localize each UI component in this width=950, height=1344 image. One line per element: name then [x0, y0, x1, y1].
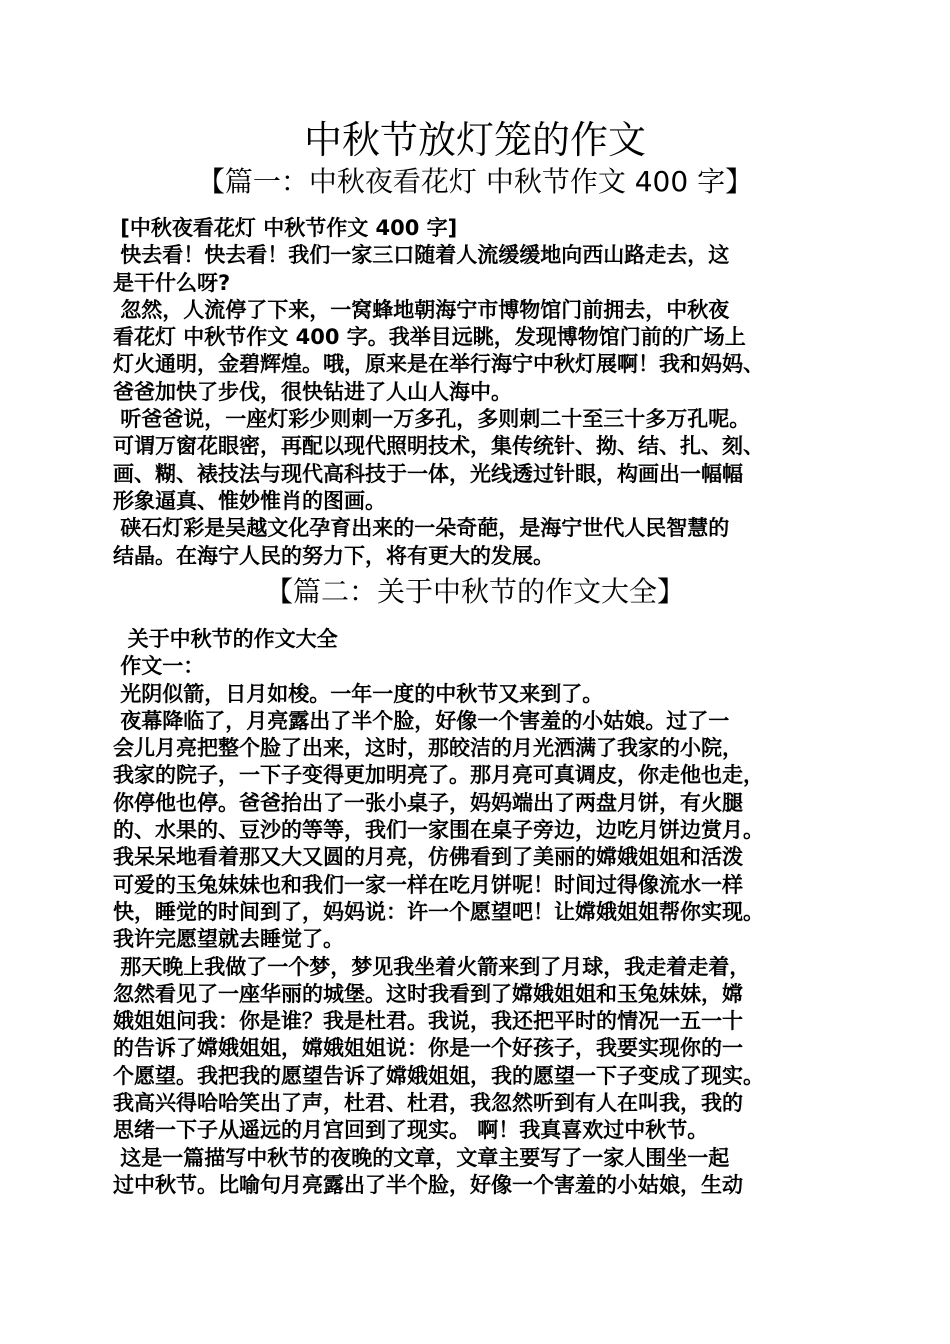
- paragraph-line: 过中秋节。比喻句月亮露出了半个脸，好像一个害羞的小姑娘，生动: [113, 1172, 743, 1197]
- paragraph-line: 会儿月亮把整个脸了出来，这时，那皎洁的月光洒满了我家的小院，: [113, 736, 743, 761]
- section-heading-2: 【篇二：关于中秋节的作文大全】: [264, 575, 685, 608]
- paragraph-line: 关于中秋节的作文大全: [113, 627, 338, 651]
- paragraph-line: 我高兴得哈哈笑出了声，杜君、杜君，我忽然听到有人在叫我，我的: [113, 1091, 743, 1116]
- paragraph-line: 我呆呆地看着那又大又圆的月亮，仿佛看到了美丽的嫦娥姐姐和活泼: [113, 845, 743, 870]
- paragraph-line: 可爱的玉兔妹妹也和我们一家一样在吃月饼呢！时间过得像流水一样: [113, 872, 743, 897]
- paragraph-line: 忽然，人流停了下来，一窝蜂地朝海宁市博物馆门前拥去，中秋夜: [113, 297, 730, 322]
- paragraph-line: 这是一篇描写中秋节的夜晚的文章，文章主要写了一家人围坐一起: [113, 1145, 730, 1170]
- paragraph-line: 思绪一下子从遥远的月宫回到了现实。 啊！我真喜欢过中秋节。: [113, 1118, 709, 1143]
- paragraph-line: 是干什么呀?: [113, 270, 231, 295]
- paragraph-line: 听爸爸说，一座灯彩少则刺一万多孔，多则刺二十至三十多万孔呢。: [113, 407, 751, 432]
- section-heading-1: 【篇一：中秋夜看花灯 中秋节作文 400 字】: [196, 165, 754, 198]
- paragraph-line: 结晶。在海宁人民的努力下，将有更大的发展。: [113, 543, 554, 568]
- paragraph-line: 快去看！快去看！我们一家三口随着人流缓缓地向西山路走去，这: [113, 243, 730, 268]
- paragraph-line: 忽然看见了一座华丽的城堡。这时我看到了嫦娥姐姐和玉兔妹妹，嫦: [113, 981, 743, 1006]
- paragraph-line: 可谓万窗花眼密，再配以现代照明技术，集传统针、拗、结、扎、刻、: [113, 434, 764, 459]
- paragraph-line: 爸爸加快了步伐，很快钻进了人山人海中。: [113, 379, 512, 404]
- paragraph-line: 那天晚上我做了一个梦，梦见我坐着火箭来到了月球，我走着走着，: [113, 954, 751, 979]
- paragraph-line: 画、糊、裱技法与现代高科技于一体，光线透过针眼，构画出一幅幅: [113, 461, 743, 486]
- paragraph-line: 灯火通明，金碧辉煌。哦，原来是在举行海宁中秋灯展啊！我和妈妈、: [113, 352, 764, 377]
- paragraph-line: 我许完愿望就去睡觉了。: [113, 927, 344, 952]
- paragraph-line: 我家的院子，一下子变得更加明亮了。那月亮可真调皮，你走他也走，: [113, 763, 764, 788]
- paragraph-line: 光阴似箭，日月如梭。一年一度的中秋节又来到了。: [113, 681, 604, 706]
- paragraph-line: 的、水果的、豆沙的等等，我们一家围在桌子旁边，边吃月饼边赏月。: [113, 818, 764, 843]
- paragraph-line: 快，睡觉的时间到了，妈妈说：许一个愿望吧！让嫦娥姐姐帮你实现。: [113, 899, 764, 924]
- section-2-body: [113, 626, 848, 1199]
- document-title: 中秋节放灯笼的作文: [303, 118, 646, 162]
- paragraph-line: 个愿望。我把我的愿望告诉了嫦娥姐姐，我的愿望一下子变成了现实。: [113, 1063, 764, 1088]
- paragraph-line: 娥姐姐问我：你是谁？我是杜君。我说，我还把平时的情况一五一十: [113, 1009, 743, 1034]
- paragraph-line: 夜幕降临了，月亮露出了半个脸，好像一个害羞的小姑娘。过了一: [113, 708, 730, 733]
- paragraph-line: 看花灯 中秋节作文 400 字。我举目远眺，发现博物馆门前的广场上: [113, 325, 746, 350]
- paragraph-line: 形象逼真、惟妙惟肖的图画。: [113, 488, 386, 513]
- section-1-body: [113, 215, 848, 570]
- paragraph-line: 的告诉了嫦娥姐姐，嫦娥姐姐说：你是一个好孩子，我要实现你的一: [113, 1036, 743, 1061]
- paragraph-line: 作文一：: [113, 654, 205, 679]
- paragraph-line: 硖石灯彩是吴越文化孕育出来的一朵奇葩，是海宁世代人民智慧的: [113, 516, 730, 541]
- paragraph-line: 你停他也停。爸爸抬出了一张小桌子，妈妈端出了两盘月饼，有火腿: [113, 790, 743, 815]
- paragraph-line: [中秋夜看花灯 中秋节作文 400 字]: [113, 216, 458, 240]
